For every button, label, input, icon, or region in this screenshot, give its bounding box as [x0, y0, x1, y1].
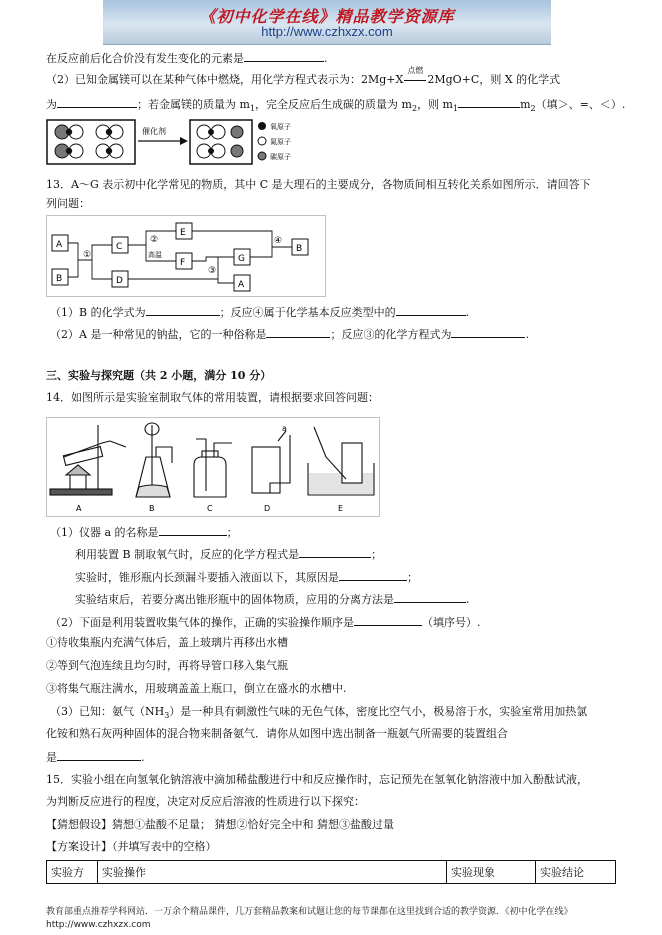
reaction-4-label: ④: [274, 236, 283, 246]
table-header-cell: 实验结论: [536, 861, 616, 884]
q14-sub1-text: （1）仪器 a 的名称是: [50, 526, 159, 539]
q14-sub2-text: （2）下面是利用装置收集气体的操作，正确的实验操作顺序是: [50, 616, 354, 629]
answer-blank[interactable]: [146, 304, 220, 316]
q14-sub2: [50, 614, 481, 630]
figure-arrowhead: [180, 137, 188, 145]
box-b-label: B: [56, 274, 63, 284]
reaction-condition: 点燃: [407, 66, 424, 75]
banner-url[interactable]: http://www.czhxzx.com: [261, 24, 393, 39]
answer-blank[interactable]: [57, 96, 137, 108]
q14-op2: ②等到气泡连续且均匀时，再将导管口移入集气瓶: [46, 659, 288, 672]
carbon-atom-icon: [258, 152, 266, 160]
q14-sub1-line4: [75, 591, 470, 607]
box-d-label: D: [116, 276, 123, 286]
reaction-2-label: ②: [150, 235, 159, 245]
answer-blank[interactable]: [396, 304, 466, 316]
q15-guess: 【猜想假设】猜想①盐酸不足量； 猜想②恰好完全中和 猜想③盐酸过量: [46, 818, 394, 831]
q14-sub1-l4-text: 实验结束后，若要分离出锥形瓶中的固体物质，应用的分离方法是: [75, 593, 394, 606]
box-b2-label: B: [296, 244, 303, 254]
q13-line2: 列问题：: [46, 197, 90, 210]
q14-sub1-l4-end: .: [466, 593, 470, 606]
q14-sub1-l3-text: 实验时，锥形瓶内长颈漏斗要插入液面以下，其原因是: [75, 571, 339, 584]
q14-sub3-l3b: .: [141, 751, 145, 764]
subscript: 2: [411, 104, 418, 114]
high-temp-label: 高温: [148, 251, 162, 259]
header-banner: [103, 0, 551, 45]
answer-blank[interactable]: [244, 50, 324, 62]
banner-title: 《初中化学在线》精品教学资源库: [199, 7, 455, 26]
q15-plan: 【方案设计】（并填写表中的空格）: [46, 840, 217, 853]
reaction-3-label: ③: [208, 266, 217, 276]
q14-sub1: [50, 524, 238, 540]
apparatus-figure: [46, 417, 380, 517]
q14-sub1-line2: [75, 546, 382, 562]
q12-l3e: m: [520, 98, 531, 111]
legend-carbon: 碳原子: [270, 153, 291, 161]
apparatus-b: [136, 423, 172, 497]
q15-line1: 15．实验小组在向氢氧化钠溶液中滴加稀盐酸进行中和反应操作时，忘记预先在氢氧化钠溶液中加入酚酞试液，: [46, 773, 588, 786]
q12-line2: [46, 66, 561, 87]
instrument-a-label: a: [282, 424, 287, 433]
q14-sub1-l3-end: ；: [407, 571, 418, 584]
apparatus-frame: [47, 418, 380, 517]
q12-line1-text: 在反应前后化合价没有发生变化的元素是: [46, 52, 244, 65]
footer-text: 教育部重点推荐学科网站．一万余个精品课件，几万套精品教案和试题让您的每节课都在这里找到合适的教学资源．《初中化学在线》http://www.czhxzx.com: [46, 907, 573, 930]
q14-intro: 14．如图所示是实验室制取气体的常用装置，请根据要求回答问题：: [46, 391, 379, 404]
box-e-label: E: [180, 228, 186, 238]
q13-sub1: [50, 304, 469, 320]
relation-diagram: [46, 215, 326, 297]
reaction-arrow: [403, 66, 427, 87]
subscript: 1: [249, 104, 256, 114]
q12-eq-right: 2MgO+C，则 X 的化学式: [427, 73, 561, 86]
legend-nitrogen: 氮原子: [270, 138, 291, 146]
apparatus-d: [252, 431, 290, 493]
q12-line1-end: .: [324, 52, 328, 65]
box-a2-label: A: [238, 280, 245, 290]
apparatus-b-label: B: [149, 504, 155, 513]
q12-l3f: （填＞、=、＜）.: [535, 98, 626, 111]
legend-oxygen: 氧原子: [270, 123, 291, 131]
table-header-cell: 实验操作: [98, 861, 447, 884]
q14-sub1-end: ；: [226, 526, 238, 539]
q14-sub1-l2-end: ；: [371, 548, 383, 561]
section-title: 三、实验与探究题（共 2 小题，满分 10 分）: [46, 369, 272, 382]
q14-sub3-l3a: 是: [46, 751, 57, 764]
reactant-molecules: [55, 125, 123, 158]
answer-blank[interactable]: [159, 524, 227, 536]
q13-sub2-end: .: [525, 328, 529, 341]
q12-l3b: ；若金属镁的质量为 m: [137, 98, 250, 111]
box-c-label: C: [116, 242, 123, 252]
product-molecules: [197, 125, 243, 158]
box-f-label: F: [180, 258, 186, 268]
answer-blank[interactable]: [266, 326, 330, 338]
apparatus-c-label: C: [207, 504, 213, 513]
table-header-cell: 实验现象: [447, 861, 536, 884]
box-g-label: G: [238, 254, 245, 264]
q14-sub1-l2-text: 利用装置 B 制取氧气时，反应的化学方程式是: [75, 548, 300, 561]
q15-line2: 为判断反应进行的程度，决定对反应后溶液的性质进行以下探究：: [46, 795, 365, 808]
q12-line3: [46, 96, 625, 116]
box-a-label: A: [56, 240, 63, 250]
q12-l3d: ，则 m: [417, 98, 453, 111]
reaction-1-label: ①: [83, 250, 92, 260]
apparatus-e: [308, 427, 374, 495]
answer-blank[interactable]: [339, 569, 407, 581]
answer-blank[interactable]: [451, 326, 525, 338]
q12-line1: [46, 50, 328, 66]
apparatus-e-label: E: [338, 504, 344, 513]
catalyst-label: 催化剂: [142, 127, 166, 136]
table-row: [47, 861, 616, 884]
q13-sub2-mid: ；反应③的化学方程式为: [330, 328, 452, 341]
table-header-cell: 实验方: [47, 861, 98, 884]
molecule-figure: [46, 117, 296, 169]
answer-blank[interactable]: [458, 96, 520, 108]
apparatus-a: [50, 425, 126, 495]
q12-l3a: 为: [46, 98, 57, 111]
q13-sub2-text: （2）A 是一种常见的钠盐，它的一种俗称是: [50, 328, 267, 341]
q13-sub1-text: （1）B 的化学式为: [50, 306, 146, 319]
apparatus-d-label: D: [264, 504, 271, 513]
nitrogen-atom-icon: [258, 137, 266, 145]
q14-sub2-end: （填序号）.: [422, 616, 481, 629]
q14-op1: ①待收集瓶内充满气体后，盖上玻璃片再移出水槽: [46, 636, 288, 649]
q13-sub1-end: .: [465, 306, 470, 319]
answer-blank[interactable]: [354, 614, 422, 626]
subscript: 1: [453, 104, 459, 114]
answer-blank[interactable]: [57, 749, 141, 761]
plan-table: [46, 860, 616, 884]
q14-sub3-l1b: ）是一种具有刺激性气味的无色气体，密度比空气小，极易溶于水，实验室常用加热氯: [169, 705, 588, 718]
apparatus-a-label: A: [76, 504, 82, 513]
subscript: 3: [164, 711, 170, 721]
q12-l3c: ，完全反应后生成碳的质量为 m: [255, 98, 412, 111]
q13-sub1-mid: ；反应④属于化学基本反应类型中的: [219, 306, 396, 319]
q13-line1: 13．A～G 表示初中化学常见的物质，其中 C 是大理石的主要成分，各物质间相互转化关系如图所示．请回答下: [46, 178, 591, 191]
q14-sub3-l1a: （3）已知：氨气（NH: [50, 705, 165, 718]
oxygen-atom-icon: [258, 122, 266, 130]
q13-sub2: [50, 326, 529, 342]
subscript: 2: [530, 104, 536, 114]
answer-blank[interactable]: [299, 546, 371, 558]
q14-sub1-line3: [75, 569, 418, 585]
q14-op3: ③将集气瓶注满水，用玻璃盖盖上瓶口，倒立在盛水的水槽中.: [46, 682, 347, 695]
answer-blank[interactable]: [394, 591, 466, 603]
q14-sub3-line3: [46, 749, 145, 765]
q12-eq-left: （2）已知金属镁可以在某种气体中燃烧，用化学方程式表示为：2Mg+X: [46, 73, 404, 86]
apparatus-c: [194, 439, 232, 497]
q14-sub3-line2: 化铵和熟石灰两种固体的混合物来制备氨气．请你从如图中选出制备一瓶氨气所需要的装置组合: [46, 727, 508, 740]
q14-sub3-line1: [50, 705, 587, 723]
